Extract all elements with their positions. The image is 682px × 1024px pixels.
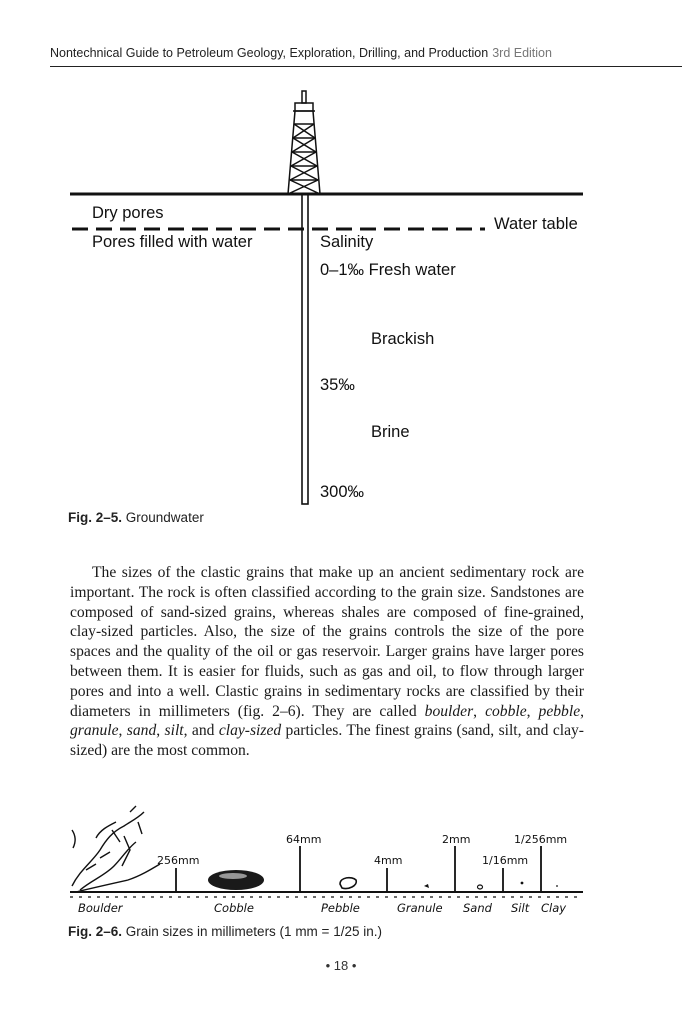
- figure-2-6-caption: [68, 924, 382, 939]
- seawater-salinity-label: 35‰: [320, 376, 355, 394]
- scale-64mm-label: 64mm: [286, 833, 322, 846]
- boulder-label: Boulder: [78, 901, 123, 915]
- sand-shape-icon: [478, 885, 483, 889]
- sep-5: ,: [156, 722, 165, 740]
- silt-shape-icon: [521, 882, 524, 885]
- max-salinity-label: 300‰: [320, 483, 365, 501]
- water-table-label: Water table: [494, 215, 578, 233]
- clay-label: Clay: [541, 901, 567, 915]
- sand-label: Sand: [463, 901, 492, 915]
- sep-4: ,: [118, 722, 127, 740]
- scale-2mm-label: 2mm: [442, 833, 471, 846]
- edition-label: 3rd Edition: [492, 46, 552, 60]
- term-sand: sand: [126, 722, 157, 740]
- cobble-label: Cobble: [214, 901, 254, 915]
- figure-2-5-text: Groundwater: [122, 510, 204, 525]
- pebble-label: Pebble: [321, 901, 360, 915]
- silt-label: Silt: [511, 901, 530, 915]
- folio-bullet-right: •: [351, 958, 357, 973]
- salinity-label: Salinity: [320, 233, 374, 251]
- sep-1: ,: [473, 702, 486, 720]
- page-number: 18: [333, 958, 349, 973]
- sep-2: ,: [526, 702, 539, 720]
- scale-4mm-label: 4mm: [374, 854, 403, 867]
- pores-filled-label: Pores filled with water: [92, 233, 253, 251]
- brackish-label: Brackish: [371, 330, 435, 348]
- brine-label: Brine: [371, 423, 410, 441]
- figure-2-6-text: Grain sizes in millimeters (1 mm = 1/25 in.): [122, 924, 382, 939]
- term-granule: granule: [70, 722, 119, 740]
- term-boulder: boulder: [424, 702, 474, 720]
- granule-label: Granule: [397, 901, 443, 915]
- granule-shape-icon: [424, 884, 429, 888]
- body-text-1: The sizes of the clastic grains that make up an ancient sedimentary rock are important. The rock is often classified according to the grain size. Sandstones are composed of sand-sized grains, whereas shales are composed of fine-grained, clay-sized particles. Also, the size of the grains controls the size of the pore spaces and the quality of the oil or gas reservoir. Larger grains have larger pores between them. It is easier for fluids, such as gas and oil, to flow through larger pores and into a well. Clastic grains in sedimentary rocks are classified by their diameters in millimeters (fig. 2–6). They are called: [70, 564, 584, 720]
- sep-3: ,: [580, 702, 585, 720]
- term-cobble: cobble: [485, 702, 527, 720]
- page-folio: [0, 958, 682, 973]
- folio-bullet-left: •: [325, 958, 331, 973]
- scale-1-16mm-label: 1/16mm: [482, 854, 529, 867]
- dry-pores-label: Dry pores: [92, 204, 164, 222]
- term-clay: clay-sized: [218, 722, 282, 740]
- boulder-sketch-icon: [72, 806, 160, 892]
- sep-6: , and: [183, 722, 219, 740]
- fresh-water-label: 0–1‰ Fresh water: [320, 261, 456, 279]
- figure-2-6-number: Fig. 2–6.: [68, 924, 123, 939]
- body-text-2: particles. The finest grains (sand, silt, and clay-sized) are the most common.: [70, 722, 584, 760]
- scale-256mm-label: 256mm: [157, 854, 200, 867]
- term-pebble: pebble: [538, 702, 581, 720]
- figure-2-5-number: Fig. 2–5.: [68, 510, 123, 525]
- clay-shape-icon: [556, 885, 558, 887]
- term-silt: silt: [164, 722, 184, 740]
- book-title: Nontechnical Guide to Petroleum Geology, Exploration, Drilling, and Production: [50, 46, 489, 60]
- scale-1-256mm-label: 1/256mm: [514, 833, 568, 846]
- cobble-shape-icon: [208, 870, 264, 890]
- pebble-shape-icon: [340, 878, 356, 889]
